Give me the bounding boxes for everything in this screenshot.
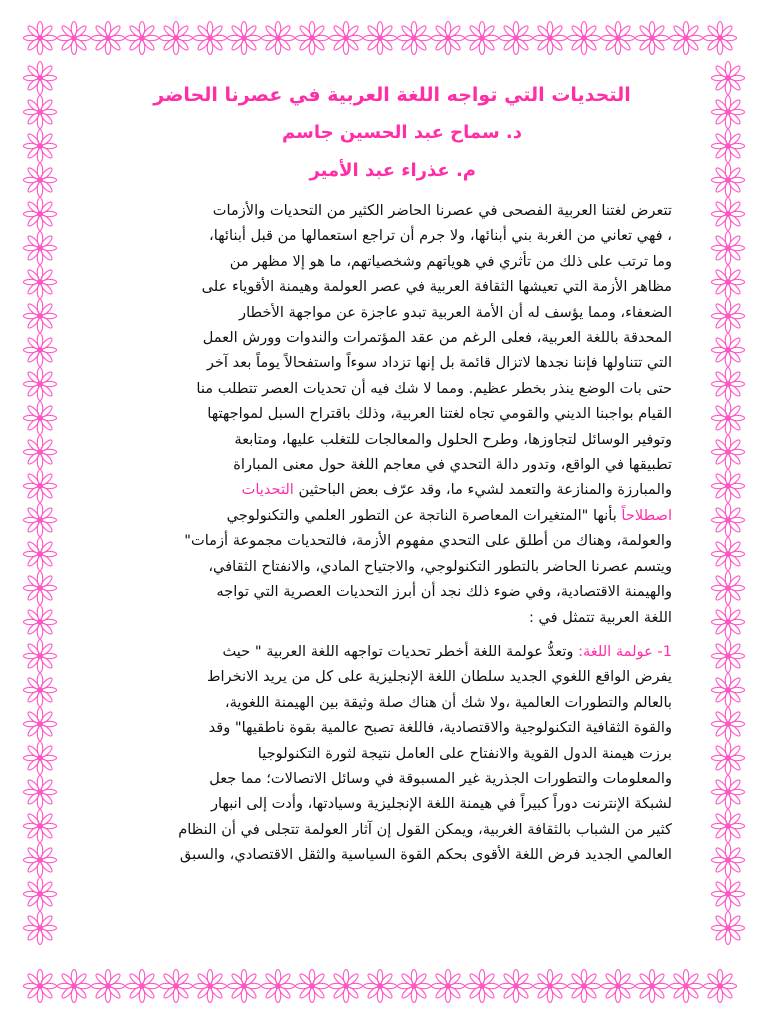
flower-ornament-icon: [500, 22, 533, 55]
flower-ornament-icon: [712, 300, 745, 333]
flower-ornament-icon: [432, 22, 465, 55]
flower-ornament-icon: [712, 776, 745, 809]
flower-ornament-icon: [330, 970, 363, 1003]
flower-ornament-icon: [24, 878, 57, 911]
paragraph-line: المحدقة باللغة العربية، فعلى الرغم من عقد المؤتمرات والندوات وورش العمل: [202, 329, 672, 347]
flower-ornament-icon: [712, 470, 745, 503]
flower-ornament-icon: [24, 742, 57, 775]
flower-ornament-icon: [126, 22, 159, 55]
flower-ornament-icon: [712, 912, 745, 945]
flower-ornament-icon: [24, 504, 57, 537]
flower-ornament-icon: [500, 970, 533, 1003]
flower-ornament-icon: [24, 538, 57, 571]
paragraph-line: ، فهي تعاني من الغربة بني أبنائها، ولا جرم أن تراجع استعمالها من قبل أبنائها،: [209, 227, 672, 245]
flower-ornament-icon: [194, 22, 227, 55]
flower-ornament-icon: [712, 164, 745, 197]
section-heading: 1- عولمة اللغة:: [578, 642, 672, 660]
paragraph-line: العالمي الجديد فرض اللغة الأقوى بحكم القوة السياسية والثقل الاقتصادي، والسبق: [179, 846, 672, 864]
flower-ornament-icon: [712, 334, 745, 367]
paragraph-line: والعولمة، وهناك من أطلق على التحدي مفهوم الأزمة، فالتحديات مجموعة أزمات": [184, 532, 672, 550]
paragraph-line: [112, 639, 672, 664]
flower-ornament-icon: [398, 22, 431, 55]
flower-ornament-icon: [712, 878, 745, 911]
flower-ornament-icon: [670, 970, 703, 1003]
paragraph-line: كثير من الشباب بالثقافة الغربية، ويمكن القول إن آثار العولمة تتجلى في أن النظام: [178, 820, 672, 838]
flower-ornament-icon: [24, 606, 57, 639]
document-title: التحديات التي تواجه اللغة العربية في عصرنا الحاضر: [153, 84, 631, 106]
flower-ornament-icon: [24, 22, 57, 55]
author-secondary: م. عذراء عبد الأمير: [309, 160, 476, 181]
flower-ornament-icon: [126, 970, 159, 1003]
paragraph-line: والهيمنة الاقتصادية، وفي ضوء ذلك نجد أن أبرز التحديات العصرية التي تواجه: [216, 583, 672, 601]
flower-ornament-icon: [24, 164, 57, 197]
paragraph-language-globalization: [112, 639, 672, 868]
paragraph-line: بالعالم والتطورات العالمية ،ولا شك أن هناك صلة وثيقة بين الهيمنة اللغوية،: [224, 693, 672, 711]
flower-ornament-icon: [712, 62, 745, 95]
line-text: بأنها "المتغيرات المعاصرة الناتجة عن التطور العلمي والتكنولوجي: [226, 506, 622, 524]
author-primary: د. سماح عبد الحسين جاسم: [282, 122, 522, 143]
floral-border-top: [20, 18, 748, 58]
flower-ornament-icon: [712, 674, 745, 707]
flower-ornament-icon: [296, 970, 329, 1003]
flower-ornament-icon: [228, 970, 261, 1003]
flower-ornament-icon: [704, 22, 737, 55]
flower-ornament-icon: [398, 970, 431, 1003]
paragraph-line: حتى بات الوضع ينذر بخطر عظيم. ومما لا شك فيه أن تحديات العصر تتطلب منا: [196, 379, 672, 397]
flower-ornament-icon: [712, 368, 745, 401]
line-text: وتعدُّ عولمة اللغة أخطر تحديات تواجهه اللغة العربية " حيث: [222, 642, 579, 660]
paragraph-line: اللغة العربية تتمثل في :: [528, 608, 672, 626]
paragraph-intro: [112, 198, 672, 630]
line-text: والمبارزة والمنازعة والتعمد لشيء ما، وقد عرّف بعض الباحثين: [293, 481, 672, 499]
flower-ornament-icon: [712, 708, 745, 741]
flower-ornament-icon: [24, 62, 57, 95]
paragraph-line: والقوة الثقافية التكنولوجية والاقتصادية، فاللغة تصبح عالمية بقوة ناطقيها" وقد: [208, 719, 672, 737]
flower-ornament-icon: [602, 970, 635, 1003]
flower-ornament-icon: [160, 22, 193, 55]
flower-ornament-icon: [262, 22, 295, 55]
flower-ornament-icon: [466, 970, 499, 1003]
flower-ornament-icon: [24, 300, 57, 333]
flower-ornament-icon: [24, 844, 57, 877]
flower-ornament-icon: [568, 22, 601, 55]
flower-ornament-icon: [24, 970, 57, 1003]
flower-ornament-icon: [712, 436, 745, 469]
flower-ornament-icon: [466, 22, 499, 55]
document-body: [112, 80, 672, 868]
flower-ornament-icon: [24, 436, 57, 469]
flower-ornament-icon: [24, 232, 57, 265]
paragraph-line: القيام بواجبنا الديني والقومي تجاه لغتنا العربية، وذلك باقتراح السبل لمواجهتها: [207, 405, 672, 423]
flower-ornament-icon: [712, 742, 745, 775]
flower-ornament-icon: [712, 198, 745, 231]
flower-ornament-icon: [636, 970, 669, 1003]
flower-ornament-icon: [330, 22, 363, 55]
flower-ornament-icon: [24, 708, 57, 741]
flower-ornament-icon: [24, 912, 57, 945]
paragraph-line: لشبكة الإنترنت دوراً كبيراً في هيمنة اللغة الإنجليزية وسيادتها، وأدت إلى انبهار: [210, 795, 672, 813]
flower-ornament-icon: [92, 22, 125, 55]
paragraph-line: وتوفير الوسائل لتجاوزها، وطرح الحلول والمعالجات للتغلب عليها، ومتابعة: [234, 430, 672, 448]
flower-ornament-icon: [24, 266, 57, 299]
paragraph-line: والمعلومات والتطورات الجذرية غير المسبوقة في وسائل الاتصالات؛ مما جعل: [209, 769, 672, 787]
floral-border-left: [20, 58, 60, 966]
paragraph-line: التي تتناولها فإننا نجدها لاتزال قائمة بل إنها تزداد سوءاً واستفحالاً يوماً بعد آخر: [206, 354, 672, 372]
paragraph-line: تطبيقها في الواقع، وتدور دالة التحدي في معاجم اللغة حول معنى المباراة: [233, 456, 672, 474]
flower-ornament-icon: [24, 198, 57, 231]
flower-ornament-icon: [24, 572, 57, 605]
flower-ornament-icon: [712, 640, 745, 673]
paragraph-line: ويتسم عصرنا الحاضر بالتطور التكنولوجي، والاجتياح المادي، والانفتاح الثقافي،: [208, 557, 672, 575]
flower-ornament-icon: [712, 266, 745, 299]
flower-ornament-icon: [24, 402, 57, 435]
flower-ornament-icon: [636, 22, 669, 55]
paragraph-line: الضعفاء، ومما يؤسف له أن الأمة العربية تبدو عاجزة عن مواجهة الأخطار: [239, 303, 672, 321]
highlight-term-terminology: اصطلاحاً: [621, 506, 672, 524]
flower-ornament-icon: [712, 232, 745, 265]
paragraph-line: [112, 477, 672, 502]
flower-ornament-icon: [228, 22, 261, 55]
flower-ornament-icon: [712, 572, 745, 605]
flower-ornament-icon: [712, 130, 745, 163]
flower-ornament-icon: [602, 22, 635, 55]
flower-ornament-icon: [364, 970, 397, 1003]
flower-ornament-icon: [704, 970, 737, 1003]
flower-ornament-icon: [92, 970, 125, 1003]
flower-ornament-icon: [24, 96, 57, 129]
flower-ornament-icon: [24, 470, 57, 503]
paragraph-line: برزت هيمنة الدول القوية والانفتاح على العامل نتيجة لثورة التكنولوجيا: [257, 744, 672, 762]
flower-ornament-icon: [24, 368, 57, 401]
flower-ornament-icon: [160, 970, 193, 1003]
flower-ornament-icon: [712, 96, 745, 129]
flower-ornament-icon: [712, 402, 745, 435]
floral-border-right: [708, 58, 748, 966]
flower-ornament-icon: [712, 844, 745, 877]
flower-ornament-icon: [712, 538, 745, 571]
flower-ornament-icon: [712, 606, 745, 639]
flower-ornament-icon: [24, 130, 57, 163]
flower-ornament-icon: [24, 334, 57, 367]
flower-ornament-icon: [432, 970, 465, 1003]
flower-ornament-icon: [58, 22, 91, 55]
flower-ornament-icon: [24, 776, 57, 809]
flower-ornament-icon: [712, 810, 745, 843]
paragraph-line: تتعرض لغتنا العربية الفصحى في عصرنا الحاضر الكثير من التحديات والأزمات: [212, 202, 672, 219]
flower-ornament-icon: [194, 970, 227, 1003]
flower-ornament-icon: [24, 674, 57, 707]
paragraph-line: يفرض الواقع اللغوي الجديد سلطان اللغة الإنجليزية على كل من يريد الانخراط: [207, 668, 672, 686]
flower-ornament-icon: [670, 22, 703, 55]
flower-ornament-icon: [296, 22, 329, 55]
highlight-term-challenges: التحديات: [241, 481, 294, 499]
flower-ornament-icon: [24, 640, 57, 673]
flower-ornament-icon: [262, 970, 295, 1003]
floral-border-bottom: [20, 966, 748, 1006]
paragraph-line: [112, 503, 672, 528]
flower-ornament-icon: [534, 970, 567, 1003]
flower-ornament-icon: [534, 22, 567, 55]
flower-ornament-icon: [568, 970, 601, 1003]
flower-ornament-icon: [364, 22, 397, 55]
flower-ornament-icon: [58, 970, 91, 1003]
flower-ornament-icon: [24, 810, 57, 843]
paragraph-line: وما ترتب على ذلك من تأثري في هوياتهم وشخصياتهم، ما هو إلا مظهر من: [229, 252, 672, 270]
flower-ornament-icon: [712, 504, 745, 537]
paragraph-line: مظاهر الأزمة التي تعيشها الثقافة العربية في عصر العولمة وهيمنة الأقوياء على: [201, 278, 672, 296]
